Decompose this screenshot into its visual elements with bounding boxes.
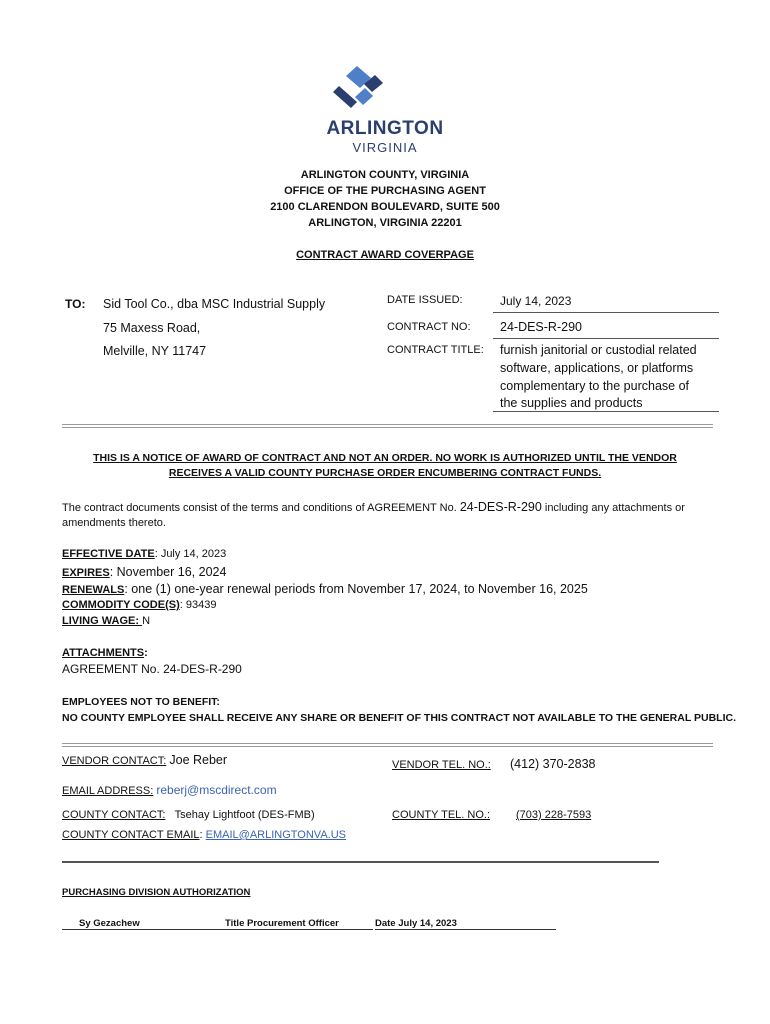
vendor-contact-label: VENDOR CONTACT:	[62, 755, 167, 767]
renewals-label: RENEWALS	[62, 584, 125, 596]
effective-date	[62, 548, 226, 560]
attachments-label-text: ATTACHMENTS	[62, 647, 145, 659]
section-divider	[62, 743, 713, 744]
signatory-name: Sy Gezachew	[62, 918, 225, 930]
expires-value: : November 16, 2024	[109, 565, 227, 579]
contract-no-value: 24-DES-R-290	[500, 320, 582, 334]
expires-label: EXPIRES	[62, 567, 110, 579]
attachments-value: AGREEMENT No. 24-DES-R-290	[62, 662, 242, 676]
docs-suffix: including any attachments or	[544, 502, 685, 514]
contract-documents-text	[62, 500, 685, 514]
county-contact	[62, 809, 315, 821]
vendor-name: Sid Tool Co., dba MSC Industrial Supply	[103, 297, 326, 311]
vendor-contact	[62, 753, 227, 767]
header-line: ARLINGTON COUNTY, VIRGINIA	[300, 169, 470, 181]
commodity-value: : 93439	[179, 599, 217, 611]
section-divider	[62, 427, 713, 428]
divider	[493, 338, 719, 339]
date-issued-value: July 14, 2023	[500, 294, 572, 308]
email-address-label: EMAIL ADDRESS:	[62, 785, 154, 797]
contract-title-label: CONTRACT TITLE:	[387, 344, 484, 356]
commodity-codes	[62, 599, 216, 611]
county-tel-label: COUNTY TEL. NO.:	[392, 809, 491, 821]
living-wage	[62, 615, 150, 627]
arlington-diamond-icon	[331, 64, 385, 116]
county-contact-value: Tsehay Lightfoot (DES-FMB)	[174, 809, 315, 821]
employees-text: NO COUNTY EMPLOYEE SHALL RECEIVE ANY SHARE OR BENEFIT OF THIS CONTRACT NOT AVAILABLE TO THE GENERAL PUBLIC.	[62, 712, 736, 724]
contract-no-label: CONTRACT NO:	[387, 321, 471, 333]
effective-date-value: : July 14, 2023	[154, 548, 227, 560]
authorization-date: Date July 14, 2023	[375, 918, 556, 930]
vendor-address-line: Melville, NY 11747	[103, 344, 207, 358]
renewals-value: : one (1) one-year renewal periods from November 17, 2024, to November 16, 2025	[124, 582, 588, 596]
header-line: OFFICE OF THE PURCHASING AGENT	[284, 185, 486, 197]
notice-line: THIS IS A NOTICE OF AWARD OF CONTRACT AND NOT AN ORDER. NO WORK IS AUTHORIZED UNTIL THE VENDOR	[93, 452, 677, 464]
notice-line: RECEIVES A VALID COUNTY PURCHASE ORDER ENCUMBERING CONTRACT FUNDS.	[168, 467, 602, 479]
email-address-link[interactable]: reberj@mscdirect.com	[156, 783, 277, 797]
document-title: CONTRACT AWARD COVERPAGE	[296, 249, 474, 261]
expires	[62, 565, 226, 579]
contract-title-line: complementary to the purchase of	[500, 379, 689, 393]
contract-title-line: furnish janitorial or custodial related	[500, 343, 697, 357]
agreement-number: 24-DES-R-290	[459, 500, 542, 514]
county-email-label: COUNTY CONTACT EMAIL	[62, 829, 200, 841]
divider	[493, 312, 719, 313]
section-divider	[62, 746, 713, 747]
header-line: ARLINGTON, VIRGINIA 22201	[308, 217, 462, 229]
attachments-label	[62, 647, 148, 659]
county-email-link[interactable]: EMAIL@ARLINGTONVA.US	[205, 829, 347, 841]
vendor-tel-label: VENDOR TEL. NO.:	[392, 759, 491, 771]
county-email-colon: :	[199, 829, 206, 841]
vendor-tel-value: (412) 370-2838	[510, 757, 596, 771]
logo-subtitle: VIRGINIA	[352, 140, 418, 155]
logo-wordmark: ARLINGTON	[326, 118, 444, 139]
county-tel-value: (703) 228-7593	[516, 809, 592, 821]
commodity-label: COMMODITY CODE(S)	[62, 599, 180, 611]
renewals	[62, 582, 588, 596]
employees-label: EMPLOYEES NOT TO BENEFIT:	[62, 696, 220, 708]
county-contact-email	[62, 829, 346, 841]
authorization-label: PURCHASING DIVISION AUTHORIZATION	[62, 887, 251, 898]
attachments-colon: :	[144, 647, 148, 659]
county-contact-label: COUNTY CONTACT:	[62, 809, 166, 821]
to-label: TO:	[65, 297, 86, 311]
living-wage-label: LIVING WAGE:	[62, 615, 143, 627]
signatory-title: Title Procurement Officer	[225, 918, 373, 930]
contract-title-line: the supplies and products	[500, 396, 643, 410]
header-line: 2100 CLARENDON BOULEVARD, SUITE 500	[270, 201, 500, 213]
section-divider	[62, 424, 713, 425]
divider	[493, 411, 719, 412]
contract-title-line: software, applications, or platforms	[500, 361, 694, 375]
docs-prefix: The contract documents consist of the terms and conditions of AGREEMENT No.	[62, 502, 457, 514]
vendor-contact-value: Joe Reber	[169, 753, 228, 767]
effective-date-label: EFFECTIVE DATE	[62, 548, 155, 560]
section-divider	[62, 861, 659, 863]
living-wage-value: N	[142, 615, 151, 627]
date-issued-label: DATE ISSUED:	[387, 294, 463, 306]
email-address	[62, 783, 277, 797]
vendor-address-line: 75 Maxess Road,	[103, 321, 201, 335]
contract-documents-text-line2: amendments thereto.	[62, 517, 166, 529]
